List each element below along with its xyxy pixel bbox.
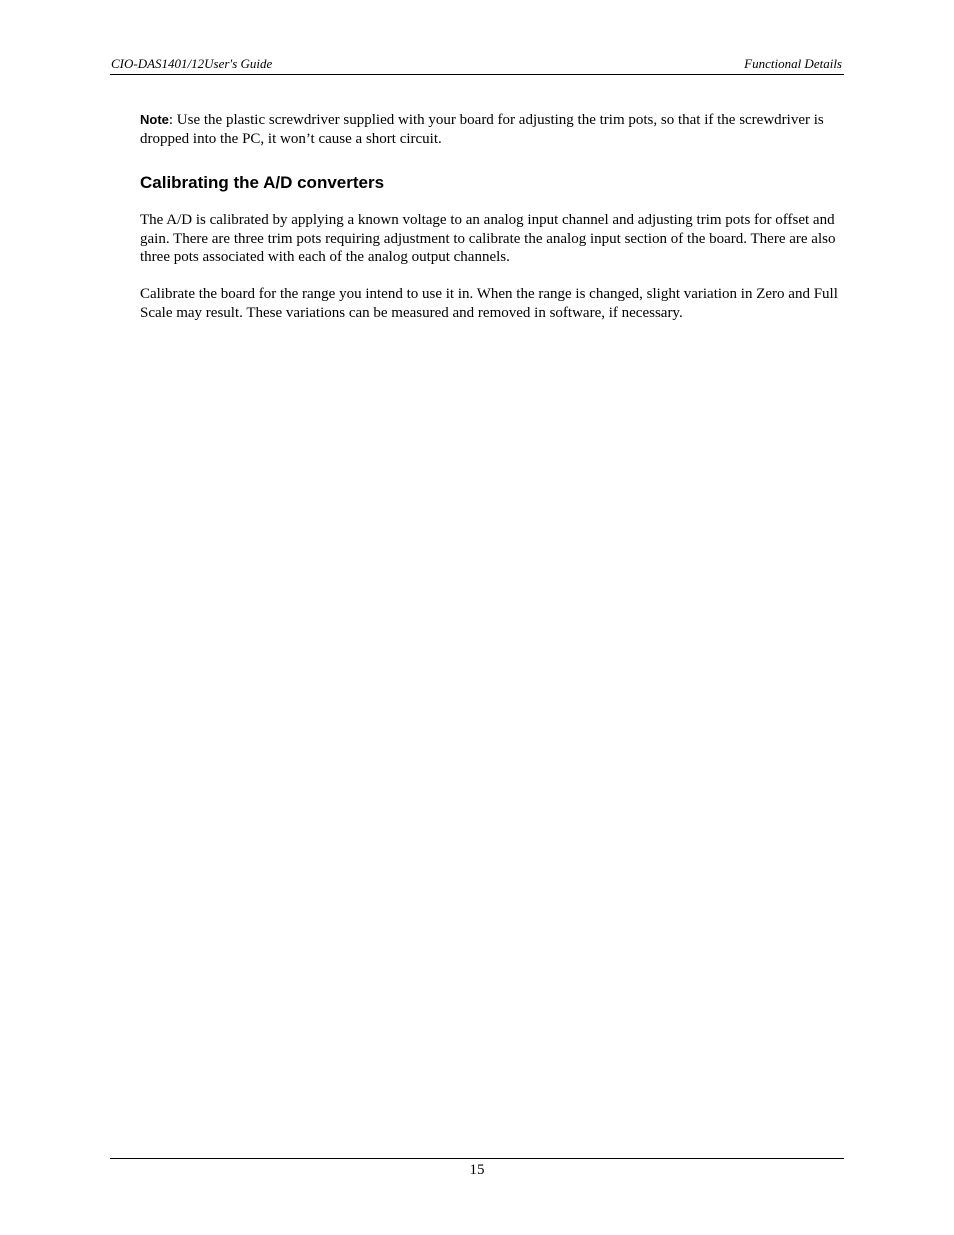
- header-document-title: CIO-DAS1401/12User's Guide: [111, 56, 273, 71]
- body-paragraph: Calibrate the board for the range you intend to use it in. When the range is changed, slight variation in Zero and Full Scale may result. These variations can be measured and removed in software, if necessary.: [140, 286, 838, 321]
- section-heading: Calibrating the A/D converters: [140, 173, 385, 192]
- body-paragraph: The A/D is calibrated by applying a known voltage to an analog input channel and adjusting trim pots for offset and gain. There are three trim pots requiring adjustment to calibrate the analog input section of the board. There are also three pots associated with each of the analog output channels.: [140, 212, 836, 265]
- footer-rule: [110, 1158, 844, 1159]
- page-content: [140, 111, 844, 322]
- note-text: : Use the plastic screwdriver supplied with your board for adjusting the trim pots, so that if the screwdriver is dropped into the PC, it won’t cause a short circuit.: [140, 112, 824, 147]
- header-chapter-title: Functional Details: [744, 56, 842, 71]
- note-paragraph: [140, 111, 844, 148]
- note-label: Note: [140, 112, 169, 127]
- page-header: [110, 56, 844, 75]
- page-number: 15: [469, 1162, 485, 1178]
